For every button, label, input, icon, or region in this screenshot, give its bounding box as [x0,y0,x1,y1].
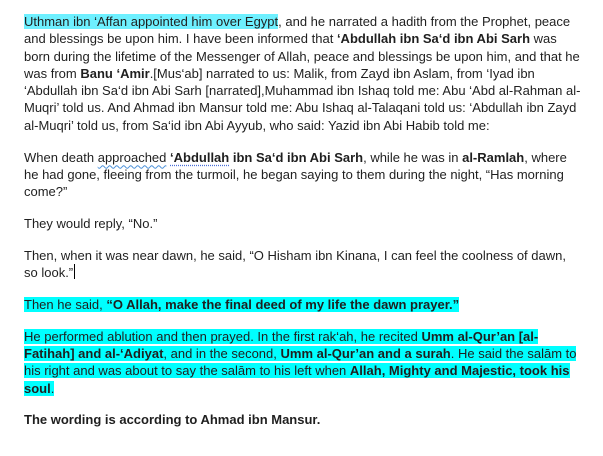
bold-text: Umm al-Qur’an and a surah [280,345,451,361]
bold-footnote: The wording is according to Ahmad ibn Mansur. [24,412,321,428]
text-cursor [74,264,75,279]
bold-text: Allah, Mighty and Majestic, took his soul [24,363,570,396]
bold-tribe: Banu ‘Amir [80,65,150,81]
bold-quote: “O Allah, make the final deed of my life the dawn prayer.” [106,296,460,312]
text-span: was born during the lifetime of the Messenger of Allah, peace and blessings be upon him, and that he was from [24,31,580,81]
text-span: .[Mus‘ab] narrated to us: Malik, from Zayd ibn Aslam, from ‘Iyad ibn ‘Abdullah ibn Sa‘d ibn Abi Sarh [narrated],Muhammad ibn Ishaq told me: Abu ‘Abd al-Rahman al-Muqri’ told us. And Ahmad ibn Mansur told me: Abu Ishaq al-Talaqani told us: ‘Abdullah ibn Zayd al-Muqri’ told us, from Sa‘id ibn Abi Ayyub, who said: Yazid ibn Abi Habib told me: [24,65,581,133]
highlighted-text: Then he said, [24,296,107,312]
bold-place: al-Ramlah [462,149,525,165]
highlighted-text: Uthman ibn ‘Affan appointed him over Egypt [24,14,279,29]
bold-name: ibn Sa‘d ibn Abi Sarh [229,149,364,165]
paragraph-2 [24,149,583,201]
paragraph-6 [24,328,583,397]
paragraph-4 [24,247,583,282]
spellcheck-word[interactable]: approached [97,149,167,165]
text-span: , while he was in [363,149,463,165]
paragraph-5 [24,296,583,313]
text-span: , and he narrated a hadith from the Prophet, peace and blessings be upon him. I have been informed that [24,14,571,47]
bold-text: Umm al-Qur’an [al-Fatihah] and al-‘Adiyat [24,328,539,361]
highlighted-text: He performed ablution and then prayed. In the first rak‘ah, he recited [24,328,422,344]
text-span: , where he had gone, fleeing from the turmoil, he began saying to them during the night, “Has morning come?” [24,149,567,200]
highlighted-text: , and in the second, [163,345,281,361]
grammar-marked-word[interactable]: ‘Abdullah [170,149,230,165]
text-span: They would reply, “No.” [24,215,158,231]
text-span: When death [24,149,98,165]
bold-name: ‘Abdullah ibn Sa‘d ibn Abi Sarh [336,31,531,47]
paragraph-7 [24,411,583,428]
text-span: Then, when it was near dawn, he said, “O Hisham ibn Kinana, I can feel the coolness of dawn, so look.” [24,247,566,281]
paragraph-3 [24,215,583,232]
highlighted-text: . [50,380,55,396]
highlighted-text: . He said the salām to his right and was about to say the salām to his left when [24,345,577,379]
paragraph-1 [24,13,583,134]
